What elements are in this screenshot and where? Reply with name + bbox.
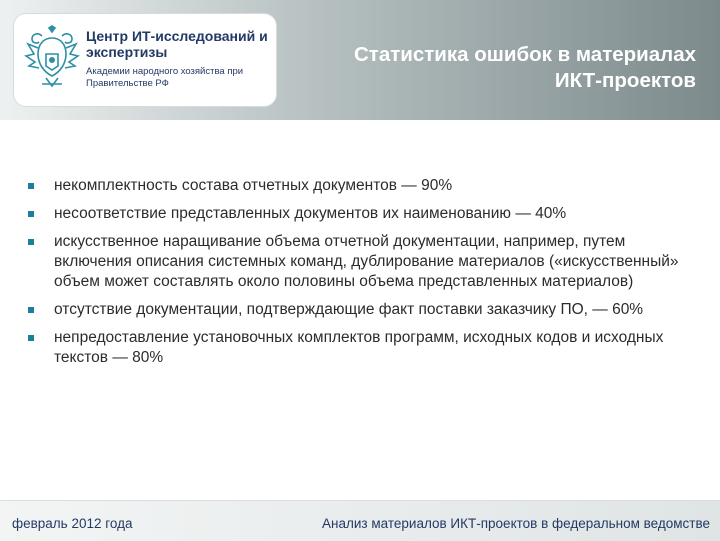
list-item	[22, 204, 702, 224]
square-bullet-icon	[28, 239, 34, 245]
list-item-text: отсутствие документации, подтверждающие факт поставки заказчику ПО, — 60%	[54, 301, 644, 318]
square-bullet-icon	[28, 335, 34, 341]
square-bullet-icon	[28, 183, 34, 189]
logo-subtitle: Академии народного хозяйства при Правительстве РФ	[86, 66, 244, 89]
square-bullet-icon	[28, 307, 34, 313]
list-item-text: некомплектность состава отчетных документов — 90%	[54, 177, 453, 194]
double-headed-eagle-icon	[24, 24, 80, 92]
footer-date: февраль 2012 года	[12, 516, 133, 531]
list-item	[22, 176, 702, 196]
list-item	[22, 232, 702, 292]
slide-header	[0, 0, 720, 120]
list-item-text: искусственное наращивание объема отчетной документации, например, путем включения описания системных команд, дублирование материалов («искусственный» объем может составлять около половины объема представленных материалов)	[54, 233, 679, 290]
logo-title: Центр ИТ-исследований и экспертизы	[86, 28, 268, 60]
organization-logo	[14, 14, 276, 106]
slide-title: Статистика ошибок в материалах ИКТ-проектов	[353, 43, 696, 92]
slide-footer	[0, 500, 720, 541]
list-item-text: непредоставление установочных комплектов программ, исходных кодов и исходных текстов — 80%	[54, 329, 664, 366]
list-item	[22, 328, 702, 368]
list-item	[22, 300, 702, 320]
bullet-list	[22, 176, 702, 376]
list-item-text: несоответствие представленных документов их наименованию — 40%	[54, 205, 567, 222]
footer-caption: Анализ материалов ИКТ-проектов в федеральном ведомстве	[322, 516, 710, 531]
square-bullet-icon	[28, 211, 34, 217]
